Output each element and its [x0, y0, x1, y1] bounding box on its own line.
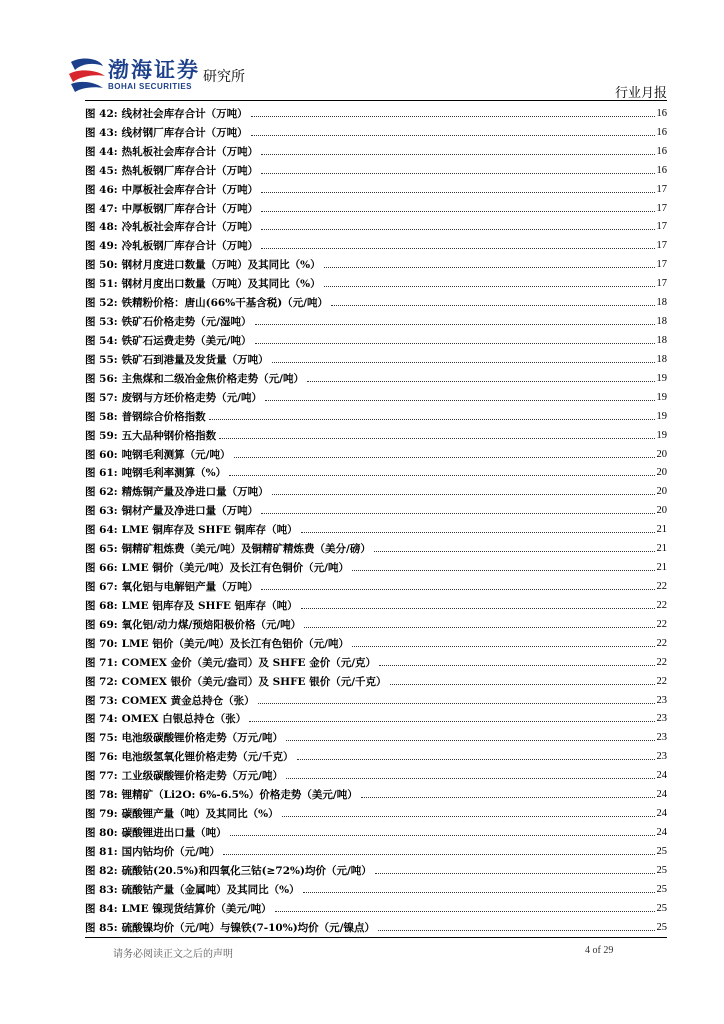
figure-title[interactable]: COMEX 金价（美元/盎司）及 SHFE 金价（元/克）: [121, 656, 377, 669]
figure-number: 图 81:: [85, 845, 118, 858]
figure-title[interactable]: 热轧板社会库存合计（万吨）: [121, 145, 259, 158]
toc-entry[interactable]: [85, 650, 667, 669]
figure-title[interactable]: 碳酸锂进出口量（吨）: [121, 826, 227, 839]
dot-leader: [378, 930, 654, 931]
page-header: [0, 0, 724, 104]
toc-page-number: 22: [656, 675, 667, 687]
figure-list: [85, 101, 667, 934]
toc-page-number: 25: [656, 902, 667, 914]
dot-leader: [390, 684, 655, 685]
figure-number: 图 83:: [85, 883, 118, 896]
dot-leader: [331, 305, 654, 306]
dot-leader: [261, 248, 654, 249]
dot-leader: [261, 173, 654, 174]
dot-leader: [286, 778, 655, 779]
dot-leader: [307, 381, 655, 382]
toc-entry[interactable]: [85, 820, 667, 839]
figure-number: 图 61:: [85, 467, 118, 480]
figure-number: 图 74:: [85, 713, 118, 726]
dot-leader: [229, 475, 654, 476]
figure-title[interactable]: 中厚板钢厂库存合计（万吨）: [121, 202, 259, 215]
toc-entry[interactable]: [85, 101, 667, 120]
toc-entry[interactable]: [85, 725, 667, 744]
toc-page-number: 25: [656, 883, 667, 895]
dot-leader: [249, 721, 654, 722]
toc-entry[interactable]: [85, 877, 667, 896]
figure-number: 图 77:: [85, 770, 118, 783]
toc-entry[interactable]: [85, 366, 667, 385]
toc-entry[interactable]: [85, 442, 667, 461]
toc-entry[interactable]: [85, 347, 667, 366]
brand-name-cn: 渤海证券: [108, 58, 200, 82]
figure-number: 图 44:: [85, 145, 118, 158]
dot-leader: [261, 513, 654, 514]
figure-number: 图 76:: [85, 751, 118, 764]
toc-page-number: 20: [656, 467, 667, 479]
dot-leader: [258, 703, 655, 704]
dot-leader: [261, 229, 654, 230]
toc-page-number: 22: [656, 656, 667, 668]
dot-leader: [361, 797, 655, 798]
toc-page-number: 23: [656, 732, 667, 744]
figure-title[interactable]: 主焦煤和二级冶金焦价格走势（元/吨）: [121, 372, 304, 385]
toc-page-number: 21: [656, 524, 667, 536]
toc-page-number: 19: [656, 429, 667, 441]
figure-number: 图 52:: [85, 297, 118, 310]
dot-leader: [265, 400, 655, 401]
dot-leader: [251, 116, 655, 117]
toc-entry[interactable]: [85, 498, 667, 517]
dot-leader: [379, 665, 654, 666]
toc-page-number: 23: [656, 751, 667, 763]
brand-name-en: BOHAI SECURITIES: [108, 82, 193, 91]
toc-entry[interactable]: [85, 215, 667, 234]
figure-number: 图 54:: [85, 334, 118, 347]
figure-number: 图 82:: [85, 864, 118, 877]
toc-page-number: 20: [656, 505, 667, 517]
figure-number: 图 64:: [85, 524, 118, 537]
figure-number: 图 85:: [85, 921, 118, 934]
toc-page-number: 23: [656, 713, 667, 725]
toc-entry[interactable]: [85, 120, 667, 139]
toc-entry[interactable]: [85, 858, 667, 877]
dot-leader: [324, 267, 655, 268]
figure-title[interactable]: 中厚板社会库存合计（万吨）: [121, 183, 259, 196]
figure-number: 图 45:: [85, 164, 118, 177]
dot-leader: [272, 494, 655, 495]
dot-leader: [261, 211, 654, 212]
figure-number: 图 67:: [85, 580, 118, 593]
dot-leader: [301, 608, 655, 609]
figure-title[interactable]: 电池级碳酸锂价格走势（万元/吨）: [121, 732, 283, 745]
dot-leader: [282, 816, 655, 817]
figure-number: 图 73:: [85, 694, 118, 707]
figure-number: 图 50:: [85, 259, 118, 272]
figure-number: 图 58:: [85, 410, 118, 423]
figure-title[interactable]: COMEX 黄金总持仓（张）: [121, 694, 255, 707]
figure-title[interactable]: 硫酸镍均价（元/吨）与镍铁(7-10%)均价（元/镍点）: [121, 921, 376, 934]
figure-title[interactable]: 冷轧板社会库存合计（万吨）: [121, 221, 259, 234]
dot-leader: [352, 646, 655, 647]
toc-page-number: 16: [656, 145, 667, 157]
disclaimer-text: 请务必阅读正文之后的声明: [113, 949, 233, 960]
figure-number: 图 42:: [85, 107, 118, 120]
figure-number: 图 75:: [85, 732, 118, 745]
figure-title[interactable]: 钢材月度出口数量（万吨）及其同比（%）: [121, 278, 321, 291]
toc-page-number: 17: [656, 183, 667, 195]
figure-title[interactable]: 钢材月度进口数量（万吨）及其同比（%）: [121, 259, 321, 272]
toc-entry[interactable]: [85, 593, 667, 612]
toc-entry[interactable]: [85, 896, 667, 915]
toc-page-number: 24: [656, 789, 667, 801]
figure-title[interactable]: 铜材产量及净进口量（万吨）: [121, 505, 259, 518]
toc-page-number: 22: [656, 599, 667, 611]
toc-page-number: 16: [656, 126, 667, 138]
toc-page-number: 23: [656, 694, 667, 706]
toc-page-number: 17: [656, 240, 667, 252]
figure-number: 图 62:: [85, 486, 118, 499]
dot-leader: [324, 286, 655, 287]
toc-entry[interactable]: [85, 404, 667, 423]
figure-title[interactable]: 吨钢毛利测算（元/吨）: [121, 448, 231, 461]
dot-leader: [304, 627, 654, 628]
figure-number: 图 46:: [85, 183, 118, 196]
page-footer: [85, 937, 667, 967]
toc-entry[interactable]: [85, 385, 667, 404]
figure-number: 图 59:: [85, 429, 118, 442]
figure-title[interactable]: LME 铝库存及 SHFE 铝库存（吨）: [121, 599, 298, 612]
toc-entry[interactable]: [85, 479, 667, 498]
toc-page-number: 21: [656, 543, 667, 555]
toc-entry[interactable]: [85, 555, 667, 574]
figure-number: 图 49:: [85, 240, 118, 253]
figure-number: 图 66:: [85, 562, 118, 575]
dot-leader: [301, 532, 655, 533]
figure-number: 图 48:: [85, 221, 118, 234]
figure-title[interactable]: 线材社会库存合计（万吨）: [121, 107, 248, 120]
figure-title[interactable]: LME 铜价（美元/吨）及长江有色铜价（元/吨）: [121, 562, 349, 575]
dot-leader: [275, 911, 655, 912]
toc-page-number: 19: [656, 410, 667, 422]
toc-page-number: 17: [656, 221, 667, 233]
figure-title[interactable]: OMEX 白银总持仓（张）: [121, 713, 247, 726]
toc-entry[interactable]: [85, 631, 667, 650]
figure-title[interactable]: 硫酸钴产量（金属吨）及其同比（%）: [121, 883, 300, 896]
toc-page-number: 22: [656, 637, 667, 649]
figure-title[interactable]: 普钢综合价格指数: [121, 410, 206, 423]
toc-entry[interactable]: [85, 744, 667, 763]
figure-title[interactable]: 铁矿石运费走势（美元/吨）: [121, 334, 252, 347]
figure-number: 图 63:: [85, 505, 118, 518]
dot-leader: [223, 854, 655, 855]
toc-page-number: 18: [656, 297, 667, 309]
report-type: 行业月报: [614, 86, 667, 101]
toc-page-number: 18: [656, 353, 667, 365]
figure-number: 图 47:: [85, 202, 118, 215]
toc-entry[interactable]: [85, 423, 667, 442]
dot-leader: [286, 740, 655, 741]
figure-title[interactable]: 工业级碳酸锂价格走势（万元/吨）: [121, 770, 283, 783]
figure-title[interactable]: LME 镍现货结算价（美元/吨）: [121, 902, 272, 915]
dot-leader: [261, 589, 654, 590]
toc-entry[interactable]: [85, 763, 667, 782]
dot-leader: [255, 343, 655, 344]
figure-title[interactable]: 碳酸锂产量（吨）及其同比（%）: [121, 808, 279, 821]
figure-number: 图 80:: [85, 826, 118, 839]
figure-title[interactable]: 国内钴均价（元/吨）: [121, 845, 220, 858]
figure-title[interactable]: 五大品种钢价格指数: [121, 429, 217, 442]
toc-page-number: 19: [656, 391, 667, 403]
figure-title[interactable]: LME 铝价（美元/吨）及长江有色铝价（元/吨）: [121, 637, 349, 650]
footer-divider: [85, 937, 667, 938]
toc-page-number: 24: [656, 808, 667, 820]
figure-number: 图 53:: [85, 316, 118, 329]
dot-leader: [251, 135, 655, 136]
toc-page-number: 18: [656, 316, 667, 328]
dot-leader: [261, 192, 654, 193]
toc-page-number: 25: [656, 921, 667, 933]
figure-number: 图 69:: [85, 618, 118, 631]
figure-number: 图 72:: [85, 675, 118, 688]
toc-page-number: 21: [656, 562, 667, 574]
toc-entry[interactable]: [85, 688, 667, 707]
toc-page-number: 25: [656, 845, 667, 857]
dot-leader: [375, 873, 655, 874]
toc-page-number: 22: [656, 618, 667, 630]
figure-title[interactable]: 废钢与方坯价格走势（元/吨）: [121, 391, 262, 404]
figure-title[interactable]: 铁矿石到港量及发货量（万吨）: [121, 353, 269, 366]
toc-entry[interactable]: [85, 139, 667, 158]
toc-page-number: 16: [656, 107, 667, 119]
figure-number: 图 60:: [85, 448, 118, 461]
figure-title[interactable]: 铜精矿粗炼费（美元/吨）及铜精矿精炼费（美分/磅）: [121, 543, 371, 556]
toc-entry[interactable]: [85, 271, 667, 290]
figure-number: 图 70:: [85, 637, 118, 650]
toc-page-number: 17: [656, 202, 667, 214]
toc-page-number: 20: [656, 486, 667, 498]
figure-number: 图 68:: [85, 599, 118, 612]
figure-title[interactable]: 氧化铝与电解铝产量（万吨）: [121, 580, 259, 593]
toc-page-number: 17: [656, 278, 667, 290]
figure-title[interactable]: 铁矿石价格走势（元/湿吨）: [121, 316, 252, 329]
figure-number: 图 79:: [85, 808, 118, 821]
dot-leader: [261, 154, 654, 155]
toc-entry[interactable]: [85, 177, 667, 196]
figure-number: 图 43:: [85, 126, 118, 139]
toc-entry[interactable]: [85, 290, 667, 309]
figure-title[interactable]: 线材钢厂库存合计（万吨）: [121, 126, 248, 139]
figure-number: 图 65:: [85, 543, 118, 556]
bohai-logo-icon: [67, 56, 107, 92]
toc-entry[interactable]: [85, 158, 667, 177]
toc-entry[interactable]: [85, 915, 667, 934]
figure-title[interactable]: LME 铜库存及 SHFE 铜库存（吨）: [121, 524, 298, 537]
dot-leader: [209, 419, 655, 420]
figure-title[interactable]: 电池级氢氧化锂价格走势（元/千克）: [121, 751, 294, 764]
dot-leader: [352, 570, 655, 571]
toc-entry[interactable]: [85, 328, 667, 347]
toc-entry[interactable]: [85, 517, 667, 536]
dot-leader: [303, 892, 655, 893]
toc-entry[interactable]: [85, 612, 667, 631]
toc-entry[interactable]: [85, 707, 667, 726]
figure-number: 图 84:: [85, 902, 118, 915]
toc-page-number: 24: [656, 826, 667, 838]
toc-page-number: 22: [656, 580, 667, 592]
toc-entry[interactable]: [85, 574, 667, 593]
toc-entry[interactable]: [85, 782, 667, 801]
figure-title[interactable]: 精炼铜产量及净进口量（万吨）: [121, 486, 269, 499]
dot-leader: [219, 438, 654, 439]
figure-number: 图 55:: [85, 353, 118, 366]
toc-entry[interactable]: [85, 252, 667, 271]
toc-page-number: 24: [656, 770, 667, 782]
toc-page-number: 17: [656, 259, 667, 271]
dot-leader: [230, 835, 655, 836]
toc-entry[interactable]: [85, 839, 667, 858]
dot-leader: [297, 759, 655, 760]
figure-title[interactable]: 铁精粉价格：唐山(66%干基含税)（元/吨）: [121, 297, 329, 310]
figure-number: 图 78:: [85, 789, 118, 802]
dot-leader: [374, 551, 655, 552]
toc-page-number: 25: [656, 864, 667, 876]
figure-title[interactable]: 氧化铝/动力煤/预焙阳极价格（元/吨）: [121, 618, 302, 631]
figure-number: 图 56:: [85, 372, 118, 385]
toc-entry[interactable]: [85, 309, 667, 328]
dot-leader: [272, 362, 655, 363]
toc-entry[interactable]: [85, 669, 667, 688]
dot-leader: [255, 324, 655, 325]
toc-entry[interactable]: [85, 461, 667, 480]
figure-title[interactable]: 热轧板钢厂库存合计（万吨）: [121, 164, 259, 177]
toc-page-number: 16: [656, 164, 667, 176]
toc-entry[interactable]: [85, 801, 667, 820]
toc-entry[interactable]: [85, 196, 667, 215]
toc-entry[interactable]: [85, 233, 667, 252]
figure-title[interactable]: COMEX 银价（美元/盎司）及 SHFE 银价（元/千克）: [121, 675, 387, 688]
figure-title[interactable]: 锂精矿（Li2O: 6%-6.5%）价格走势（美元/吨）: [121, 789, 358, 802]
page-number: 4 of 29: [585, 945, 614, 956]
toc-page-number: 19: [656, 372, 667, 384]
toc-page-number: 20: [656, 448, 667, 460]
figure-title[interactable]: 冷轧板钢厂库存合计（万吨）: [121, 240, 259, 253]
figure-title[interactable]: 硫酸钴(20.5%)和四氧化三钴(≥72%)均价（元/吨）: [121, 864, 372, 877]
figure-number: 图 57:: [85, 391, 118, 404]
toc-page-number: 18: [656, 334, 667, 346]
dot-leader: [234, 457, 655, 458]
toc-entry[interactable]: [85, 536, 667, 555]
figure-number: 图 71:: [85, 656, 118, 669]
figure-title[interactable]: 吨钢毛利率测算（%）: [121, 467, 227, 480]
institute-label: 研究所: [203, 69, 245, 85]
figure-number: 图 51:: [85, 278, 118, 291]
